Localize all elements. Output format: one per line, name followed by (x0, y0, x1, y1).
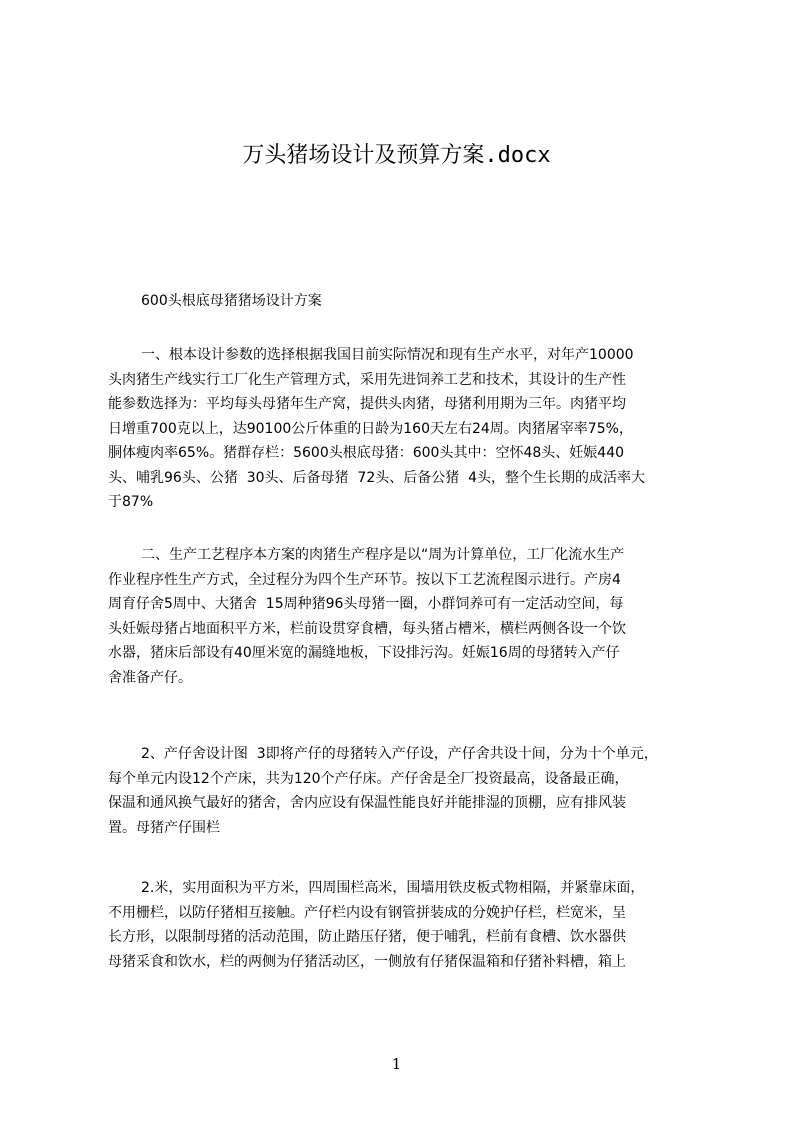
paragraph-line: 一、根本设计参数的选择根据我国目前实际情况和现有生产水平，对年产10000 (141, 347, 634, 363)
paragraph-line: 日增重700克以上，达90100公斤体重的日龄为160天左右24周。肉猪屠宰率75%， (108, 420, 633, 437)
document-subtitle: 600头根底母猪猪场设计方案 (141, 293, 322, 309)
paragraph-production-process (108, 543, 703, 690)
paragraph-line: 于87% (108, 494, 154, 510)
paragraph-line: 置。母猪产仔围栏 (108, 819, 220, 836)
paragraph-line: 二、生产工艺程序本方案的肉猪生产程序是以“周为计算单位，工厂化流水生产 (141, 547, 625, 563)
paragraph-line: 头肉猪生产线实行工厂化生产管理方式，采用先进饲养工艺和技术，其设计的生产性 (108, 371, 626, 388)
paragraph-line: 不用栅栏，以防仔猪相互接触。产仔栏内设有钢管拼装成的分娩护仔栏，栏宽米，呈 (108, 904, 626, 921)
paragraph-farrowing-house (108, 742, 703, 840)
paragraph-line: 长方形，以限制母猪的活动范围，防止踏压仔猪，便于哺乳，栏前有食槽、饮水器供 (108, 929, 626, 945)
document-title: 万头猪场设计及预算方案.docx (242, 143, 551, 168)
paragraph-line: 作业程序性生产方式，全过程分为四个生产环节。按以下工艺流程图示进行。产房4 (108, 571, 621, 588)
paragraph-line: 周育仔舍5周中、大猪舍 15周种猪96头母猪一圈，小群饲养可有一定活动空间，每 (108, 596, 624, 612)
page-number: 1 (391, 1055, 402, 1073)
paragraph-farrowing-pen (108, 876, 703, 974)
paragraph-line: 胴体瘦肉率65%。猪群存栏：5600头根底母猪：600头其中：空怀48头、妊娠440 (108, 445, 625, 461)
paragraph-line: 头妊娠母猪占地面积平方米，栏前设贯穿食槽，每头猪占槽米，横栏两侧各设一个饮 (108, 620, 626, 637)
paragraph-line: 2、产仔舍设计图 3即将产仔的母猪转入产仔设，产仔舍共设十间，分为十个单元， (141, 746, 658, 762)
paragraph-line: 舍准备产仔。 (108, 669, 192, 686)
paragraph-line: 能参数选择为：平均每头母猪年生产窝，提供头肉猪，母猪利用期为三年。肉猪平均 (108, 396, 626, 412)
paragraph-line: 母猪采食和饮水，栏的两侧为仔猪活动区，一侧放有仔猪保温箱和仔猪补料槽，箱上 (108, 953, 626, 970)
paragraph-line: 保温和通风换气最好的猪舍，舍内应设有保温性能良好并能排湿的顶棚，应有排风装 (108, 795, 626, 811)
paragraph-line: 每个单元内设12个产床，共为120个产仔床。产仔舍是全厂投资最高，设备最正确， (108, 770, 629, 787)
paragraph-design-parameters (108, 343, 703, 515)
paragraph-line: 头、哺乳96头、公猪 30头、后备母猪 72头、后备公猪 4头，整个生长期的成活率大 (108, 469, 646, 486)
paragraph-line: 2.米，实用面积为平方米，四周围栏高米，围墙用铁皮板式物相隔，并紧靠床面， (141, 880, 645, 896)
paragraph-line: 水器，猪床后部设有40厘米宽的漏缝地板，下设排污沟。妊娠16周的母猪转入产仔 (108, 645, 620, 661)
